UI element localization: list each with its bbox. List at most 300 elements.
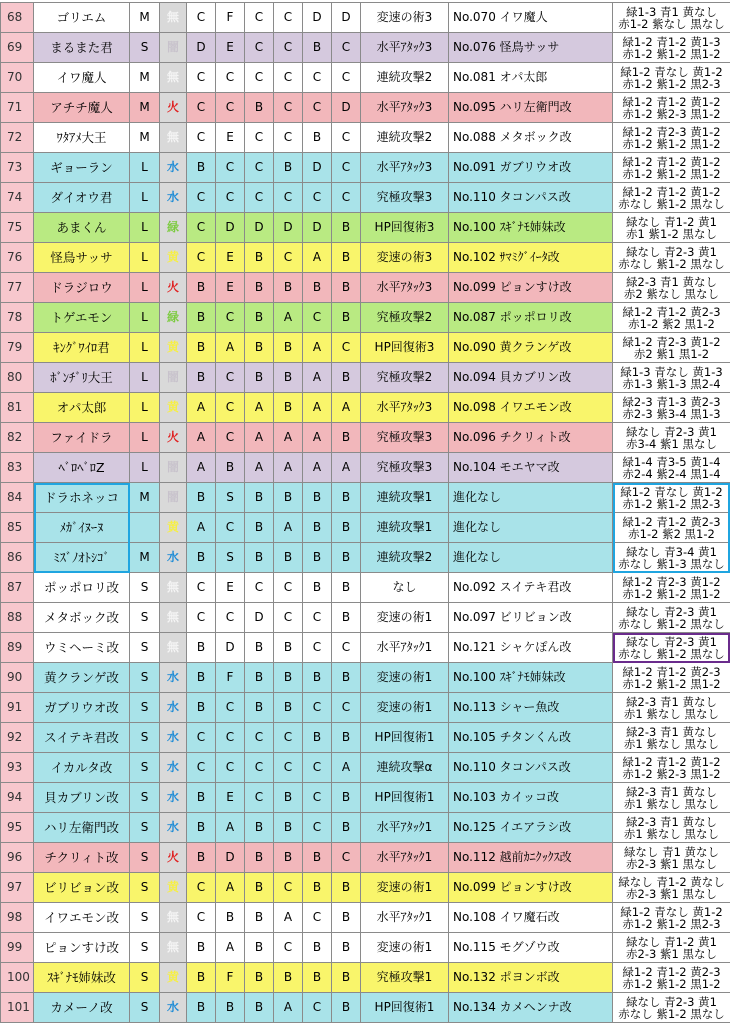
table-row bbox=[1, 573, 730, 603]
evolution-cell: No.081 オパ太郎 bbox=[449, 63, 613, 93]
element-cell: 闇 bbox=[160, 483, 187, 513]
rank-cell: B bbox=[303, 873, 332, 903]
size-cell: L bbox=[130, 303, 160, 333]
rank-cell: B bbox=[332, 963, 361, 993]
rank-cell: B bbox=[303, 663, 332, 693]
monster-name-cell: あまくん bbox=[34, 213, 130, 243]
row-number-cell: 73 bbox=[1, 153, 34, 183]
skill-cell: HP回復術1 bbox=[361, 993, 449, 1023]
rank-cell: B bbox=[245, 813, 274, 843]
rank-cell: C bbox=[187, 753, 216, 783]
rank-cell: D bbox=[332, 93, 361, 123]
table-row bbox=[1, 753, 730, 783]
attribute-line: 赤1 紫なし 黒なし bbox=[623, 706, 720, 721]
attribute-line: 緑1-2 青なし 黄1-2 bbox=[620, 64, 723, 79]
rank-cell: B bbox=[332, 933, 361, 963]
size-cell: M bbox=[130, 543, 160, 573]
attribute-line: 緑なし 青2-3 黄1 bbox=[626, 244, 717, 259]
rank-cell: A bbox=[216, 933, 245, 963]
row-number-cell: 96 bbox=[1, 843, 34, 873]
rank-cell: C bbox=[303, 603, 332, 633]
monster-name-cell: ピョンすけ改 bbox=[34, 933, 130, 963]
attribute-line: 赤なし 紫1-3 黒なし bbox=[618, 556, 725, 571]
rank-cell: C bbox=[332, 33, 361, 63]
rank-cell: C bbox=[187, 903, 216, 933]
attribute-line: 緑なし 青1-2 黄1 bbox=[626, 214, 717, 229]
monster-name-cell: ﾍﾞﾛﾍﾞﾛZ bbox=[34, 453, 130, 483]
rank-cell: C bbox=[274, 873, 303, 903]
rank-cell: F bbox=[216, 3, 245, 33]
rank-cell: B bbox=[274, 393, 303, 423]
rank-cell: B bbox=[245, 93, 274, 123]
table-row bbox=[1, 633, 730, 663]
table-row bbox=[1, 393, 730, 423]
element-cell: 闇 bbox=[160, 453, 187, 483]
attribute-line: 赤1 紫なし 黒なし bbox=[623, 826, 720, 841]
rank-cell: B bbox=[332, 543, 361, 573]
size-cell: S bbox=[130, 963, 160, 993]
evolution-cell: No.134 カメヘンナ改 bbox=[449, 993, 613, 1023]
rank-cell: C bbox=[303, 63, 332, 93]
rank-cell: C bbox=[187, 723, 216, 753]
evolution-cell: No.104 モエヤマ改 bbox=[449, 453, 613, 483]
element-cell: 火 bbox=[160, 423, 187, 453]
attribute-line: 赤1-2 紫1-2 黒2-3 bbox=[622, 496, 721, 511]
row-number-cell: 72 bbox=[1, 123, 34, 153]
rank-cell: A bbox=[187, 393, 216, 423]
element-cell: 黄 bbox=[160, 243, 187, 273]
rank-cell: C bbox=[245, 573, 274, 603]
attribute-cell bbox=[613, 993, 730, 1023]
row-number-cell: 80 bbox=[1, 363, 34, 393]
rank-cell: C bbox=[216, 393, 245, 423]
monster-name-cell: まるまた君 bbox=[34, 33, 130, 63]
rank-cell: C bbox=[332, 843, 361, 873]
rank-cell: D bbox=[216, 213, 245, 243]
attribute-cell bbox=[613, 783, 730, 813]
row-number-cell: 100 bbox=[1, 963, 34, 993]
evolution-cell: No.102 ｻﾏﾐｸﾞｲｰﾀ改 bbox=[449, 243, 613, 273]
table-row bbox=[1, 183, 730, 213]
size-cell: L bbox=[130, 273, 160, 303]
size-cell: S bbox=[130, 813, 160, 843]
attribute-cell bbox=[613, 723, 730, 753]
rank-cell: A bbox=[245, 453, 274, 483]
rank-cell: A bbox=[303, 333, 332, 363]
size-cell: S bbox=[130, 753, 160, 783]
rank-cell: B bbox=[274, 153, 303, 183]
rank-cell: B bbox=[303, 273, 332, 303]
rank-cell: B bbox=[332, 603, 361, 633]
attribute-line: 緑2-3 青1 黄なし bbox=[626, 694, 717, 709]
size-cell: L bbox=[130, 453, 160, 483]
row-number-cell: 82 bbox=[1, 423, 34, 453]
rank-cell: B bbox=[216, 993, 245, 1023]
evolution-cell: No.110 タコンパス改 bbox=[449, 753, 613, 783]
rank-cell: B bbox=[274, 333, 303, 363]
attribute-line: 赤2-3 紫1 黒なし bbox=[626, 886, 717, 901]
rank-cell: C bbox=[332, 123, 361, 153]
rank-cell: C bbox=[274, 3, 303, 33]
skill-cell: 変速の術3 bbox=[361, 243, 449, 273]
rank-cell: B bbox=[332, 363, 361, 393]
rank-cell: B bbox=[332, 873, 361, 903]
rank-cell: B bbox=[274, 663, 303, 693]
rank-cell: B bbox=[245, 963, 274, 993]
evolution-cell: No.096 チクリィト改 bbox=[449, 423, 613, 453]
rank-cell: B bbox=[303, 843, 332, 873]
skill-cell: 連続攻撃2 bbox=[361, 543, 449, 573]
rank-cell: B bbox=[187, 813, 216, 843]
rank-cell: F bbox=[216, 963, 245, 993]
table-row bbox=[1, 963, 730, 993]
rank-cell: C bbox=[245, 723, 274, 753]
size-cell: L bbox=[130, 243, 160, 273]
rank-cell: B bbox=[187, 693, 216, 723]
table-row bbox=[1, 3, 730, 33]
rank-cell: B bbox=[274, 813, 303, 843]
size-cell: L bbox=[130, 183, 160, 213]
attribute-line: 緑2-3 青1 黄なし bbox=[626, 274, 717, 289]
attribute-cell bbox=[613, 453, 730, 483]
evolution-cell: No.094 貝カブリン改 bbox=[449, 363, 613, 393]
rank-cell: A bbox=[216, 813, 245, 843]
attribute-cell bbox=[613, 363, 730, 393]
rank-cell: C bbox=[332, 183, 361, 213]
rank-cell: E bbox=[216, 573, 245, 603]
monster-name-cell: カメーノ改 bbox=[34, 993, 130, 1023]
attribute-line: 緑1-2 青1-2 黄2-3 bbox=[622, 304, 721, 319]
size-cell: S bbox=[130, 783, 160, 813]
monster-name-cell: ゴリエム bbox=[34, 3, 130, 33]
rank-cell: B bbox=[274, 273, 303, 303]
monster-name-cell: ダイオウ君 bbox=[34, 183, 130, 213]
skill-cell: 連続攻撃α bbox=[361, 753, 449, 783]
attribute-cell bbox=[613, 633, 730, 663]
rank-cell: B bbox=[245, 933, 274, 963]
rank-cell: A bbox=[332, 753, 361, 783]
monster-name-cell: ファイドラ bbox=[34, 423, 130, 453]
attribute-cell bbox=[613, 303, 730, 333]
rank-cell: B bbox=[332, 813, 361, 843]
attribute-cell bbox=[613, 33, 730, 63]
table-row bbox=[1, 333, 730, 363]
attribute-line: 緑なし 青1 黄なし bbox=[623, 844, 720, 859]
table-row bbox=[1, 213, 730, 243]
attribute-line: 赤1-2 紫1-2 黒1-2 bbox=[622, 46, 721, 61]
table-row bbox=[1, 243, 730, 273]
rank-cell: B bbox=[332, 663, 361, 693]
rank-cell: B bbox=[274, 693, 303, 723]
element-cell: 黄 bbox=[160, 513, 187, 543]
rank-cell: B bbox=[245, 843, 274, 873]
evolution-cell: No.110 タコンパス改 bbox=[449, 183, 613, 213]
skill-cell: 変速の術1 bbox=[361, 873, 449, 903]
attribute-line: 赤なし 紫1-2 黒なし bbox=[618, 616, 725, 631]
rank-cell: B bbox=[245, 513, 274, 543]
element-cell: 緑 bbox=[160, 303, 187, 333]
table-row bbox=[1, 693, 730, 723]
evolution-cell: No.091 ガブリウオ改 bbox=[449, 153, 613, 183]
attribute-cell bbox=[613, 243, 730, 273]
rank-cell: C bbox=[216, 63, 245, 93]
rank-cell: A bbox=[187, 453, 216, 483]
rank-cell: B bbox=[303, 513, 332, 543]
rank-cell: C bbox=[216, 693, 245, 723]
rank-cell: A bbox=[187, 423, 216, 453]
attribute-cell bbox=[613, 903, 730, 933]
attribute-line: 赤3-4 紫1 黒なし bbox=[626, 436, 717, 451]
skill-cell: 変速の術1 bbox=[361, 663, 449, 693]
rank-cell: C bbox=[187, 603, 216, 633]
element-cell: 火 bbox=[160, 93, 187, 123]
attribute-line: 赤なし 紫1-2 黒なし bbox=[618, 646, 725, 661]
rank-cell: B bbox=[245, 483, 274, 513]
row-number-cell: 81 bbox=[1, 393, 34, 423]
skill-cell: 究極攻撃2 bbox=[361, 303, 449, 333]
rank-cell: C bbox=[274, 33, 303, 63]
rank-cell: C bbox=[216, 723, 245, 753]
size-cell: M bbox=[130, 3, 160, 33]
size-cell: L bbox=[130, 213, 160, 243]
rank-cell: B bbox=[303, 543, 332, 573]
attribute-cell bbox=[613, 603, 730, 633]
rank-cell: B bbox=[332, 513, 361, 543]
table-row bbox=[1, 813, 730, 843]
row-number-cell: 94 bbox=[1, 783, 34, 813]
attribute-cell bbox=[613, 393, 730, 423]
element-cell: 水 bbox=[160, 723, 187, 753]
attribute-line: 緑2-3 青1 黄なし bbox=[626, 814, 717, 829]
rank-cell: C bbox=[274, 123, 303, 153]
rank-cell: B bbox=[332, 483, 361, 513]
table-row bbox=[1, 663, 730, 693]
rank-cell: C bbox=[274, 573, 303, 603]
rank-cell: C bbox=[187, 123, 216, 153]
element-cell: 水 bbox=[160, 753, 187, 783]
skill-cell: 連続攻撃1 bbox=[361, 483, 449, 513]
rank-cell: C bbox=[332, 633, 361, 663]
row-number-cell: 95 bbox=[1, 813, 34, 843]
rank-cell: B bbox=[187, 663, 216, 693]
attribute-line: 緑なし 青1-2 黄なし bbox=[618, 874, 725, 889]
skill-cell: 水平ｱﾀｯｸ1 bbox=[361, 813, 449, 843]
table-row bbox=[1, 423, 730, 453]
attribute-cell bbox=[613, 573, 730, 603]
element-cell: 水 bbox=[160, 543, 187, 573]
rank-cell: C bbox=[216, 183, 245, 213]
evolution-cell: No.112 越前ｶﾆｸｯｸｽ改 bbox=[449, 843, 613, 873]
element-cell: 火 bbox=[160, 273, 187, 303]
rank-cell: C bbox=[245, 753, 274, 783]
element-cell: 水 bbox=[160, 663, 187, 693]
rank-cell: B bbox=[332, 723, 361, 753]
rank-cell: C bbox=[274, 63, 303, 93]
skill-cell: 連続攻撃1 bbox=[361, 513, 449, 543]
table-row bbox=[1, 513, 730, 543]
rank-cell: C bbox=[216, 303, 245, 333]
attribute-cell bbox=[613, 123, 730, 153]
rank-cell: A bbox=[274, 513, 303, 543]
skill-cell: HP回復術3 bbox=[361, 213, 449, 243]
size-cell: S bbox=[130, 663, 160, 693]
evolution-cell: No.100 ｽｷﾞﾅﾓ姉妹改 bbox=[449, 663, 613, 693]
rank-cell: C bbox=[245, 183, 274, 213]
rank-cell: B bbox=[187, 843, 216, 873]
rank-cell: C bbox=[274, 603, 303, 633]
monster-name-cell: 貝カブリン改 bbox=[34, 783, 130, 813]
attribute-line: 緑なし 青3-4 黄1 bbox=[626, 544, 717, 559]
size-cell: S bbox=[130, 603, 160, 633]
rank-cell: B bbox=[274, 783, 303, 813]
evolution-cell: No.132 ポヨンボ改 bbox=[449, 963, 613, 993]
rank-cell: C bbox=[274, 183, 303, 213]
rank-cell: B bbox=[332, 303, 361, 333]
rank-cell: B bbox=[187, 483, 216, 513]
attribute-line: 緑なし 青1-2 黄1 bbox=[626, 934, 717, 949]
attribute-line: 緑1-2 青1-2 黄2-3 bbox=[622, 514, 721, 529]
monster-name-cell: ウミヘーミ改 bbox=[34, 633, 130, 663]
attribute-cell bbox=[613, 153, 730, 183]
rank-cell: A bbox=[187, 513, 216, 543]
rank-cell: S bbox=[216, 483, 245, 513]
rank-cell: B bbox=[303, 933, 332, 963]
rank-cell: C bbox=[332, 153, 361, 183]
attribute-line: 赤1-2 紫1-2 黒2-3 bbox=[622, 916, 721, 931]
monster-name-cell: トゲエモン bbox=[34, 303, 130, 333]
size-cell: S bbox=[130, 903, 160, 933]
monster-name-cell: ポッポロリ改 bbox=[34, 573, 130, 603]
attribute-line: 緑1-2 青なし 黄1-2 bbox=[620, 484, 723, 499]
monster-name-cell: スイテキ君改 bbox=[34, 723, 130, 753]
skill-cell: 変速の術1 bbox=[361, 693, 449, 723]
table-row bbox=[1, 363, 730, 393]
evolution-cell: No.098 イワエモン改 bbox=[449, 393, 613, 423]
attribute-cell bbox=[613, 753, 730, 783]
attribute-line: 赤1-3 紫1-3 黒2-4 bbox=[622, 376, 721, 391]
table-row bbox=[1, 63, 730, 93]
rank-cell: B bbox=[187, 153, 216, 183]
rank-cell: C bbox=[187, 63, 216, 93]
attribute-cell bbox=[613, 3, 730, 33]
rank-cell: C bbox=[216, 423, 245, 453]
monster-name-cell: アチチ魔人 bbox=[34, 93, 130, 123]
table-row bbox=[1, 153, 730, 183]
skill-cell: 水平ｱﾀｯｸ3 bbox=[361, 153, 449, 183]
size-cell: S bbox=[130, 723, 160, 753]
attribute-line: 緑なし 青2-3 黄1 bbox=[626, 424, 717, 439]
rank-cell: A bbox=[274, 903, 303, 933]
rank-cell: B bbox=[245, 333, 274, 363]
attribute-cell bbox=[613, 423, 730, 453]
element-cell: 緑 bbox=[160, 213, 187, 243]
row-number-cell: 101 bbox=[1, 993, 34, 1023]
attribute-line: 緑なし 青2-3 黄1 bbox=[626, 604, 717, 619]
attribute-line: 赤1 紫なし 黒なし bbox=[623, 736, 720, 751]
size-cell: S bbox=[130, 633, 160, 663]
skill-cell: 水平ｱﾀｯｸ3 bbox=[361, 273, 449, 303]
row-number-cell: 84 bbox=[1, 483, 34, 513]
monster-name-cell: ﾒｶﾞｲﾇｰﾇ bbox=[34, 513, 130, 543]
skill-cell: 究極攻撃1 bbox=[361, 963, 449, 993]
evolution-cell: No.113 シャー魚改 bbox=[449, 693, 613, 723]
rank-cell: B bbox=[274, 543, 303, 573]
rank-cell: B bbox=[332, 903, 361, 933]
table-row bbox=[1, 783, 730, 813]
skill-cell: 水平ｱﾀｯｸ3 bbox=[361, 93, 449, 123]
rank-cell: A bbox=[274, 423, 303, 453]
attribute-line: 赤なし 紫1-2 黒なし bbox=[618, 196, 725, 211]
size-cell: S bbox=[130, 573, 160, 603]
row-number-cell: 98 bbox=[1, 903, 34, 933]
rank-cell: B bbox=[332, 783, 361, 813]
attribute-line: 赤1-2 紫1-2 黒1-2 bbox=[622, 676, 721, 691]
element-cell: 無 bbox=[160, 903, 187, 933]
rank-cell: C bbox=[332, 333, 361, 363]
attribute-line: 赤1-2 紫1-2 黒1-2 bbox=[622, 976, 721, 991]
row-number-cell: 92 bbox=[1, 723, 34, 753]
monster-name-cell: ドラジロウ bbox=[34, 273, 130, 303]
skill-cell: 変速の術3 bbox=[361, 3, 449, 33]
evolution-cell: No.103 カイッコ改 bbox=[449, 783, 613, 813]
monster-name-cell: イワ魔人 bbox=[34, 63, 130, 93]
element-cell: 黄 bbox=[160, 333, 187, 363]
rank-cell: B bbox=[303, 33, 332, 63]
table-row bbox=[1, 873, 730, 903]
rank-cell: B bbox=[187, 543, 216, 573]
monster-name-cell: イワエモン改 bbox=[34, 903, 130, 933]
element-cell: 闇 bbox=[160, 33, 187, 63]
skill-cell: HP回復術3 bbox=[361, 333, 449, 363]
element-cell: 無 bbox=[160, 603, 187, 633]
evolution-cell: No.115 モグゾウ改 bbox=[449, 933, 613, 963]
rank-cell: C bbox=[187, 183, 216, 213]
rank-cell: D bbox=[274, 213, 303, 243]
rank-cell: B bbox=[245, 243, 274, 273]
rank-cell: A bbox=[303, 423, 332, 453]
rank-cell: B bbox=[187, 993, 216, 1023]
row-number-cell: 93 bbox=[1, 753, 34, 783]
element-cell: 無 bbox=[160, 933, 187, 963]
element-cell: 水 bbox=[160, 153, 187, 183]
rank-cell: B bbox=[274, 843, 303, 873]
rank-cell: C bbox=[187, 3, 216, 33]
evolution-cell: No.099 ピョンすけ改 bbox=[449, 273, 613, 303]
rank-cell: B bbox=[245, 363, 274, 393]
rank-cell: B bbox=[274, 483, 303, 513]
rank-cell: B bbox=[274, 633, 303, 663]
attribute-line: 赤2-4 紫2-4 黒1-4 bbox=[622, 466, 721, 481]
monster-name-cell: オパ太郎 bbox=[34, 393, 130, 423]
attribute-line: 緑なし 青2-3 黄1 bbox=[626, 634, 717, 649]
rank-cell: C bbox=[216, 93, 245, 123]
rank-cell: C bbox=[216, 753, 245, 783]
rank-cell: D bbox=[245, 213, 274, 243]
element-cell: 黄 bbox=[160, 873, 187, 903]
attribute-line: 緑1-2 青1-2 黄1-2 bbox=[622, 754, 721, 769]
rank-cell: B bbox=[187, 363, 216, 393]
attribute-line: 赤1-2 紫1-2 黒1-2 bbox=[622, 586, 721, 601]
element-cell: 水 bbox=[160, 783, 187, 813]
evolution-cell: No.100 ｽｷﾞﾅﾓ姉妹改 bbox=[449, 213, 613, 243]
row-number-cell: 87 bbox=[1, 573, 34, 603]
evolution-cell: No.105 チタンくん改 bbox=[449, 723, 613, 753]
evolution-cell: 進化なし bbox=[449, 513, 613, 543]
monster-table bbox=[0, 2, 730, 1023]
rank-cell: A bbox=[274, 993, 303, 1023]
attribute-line: 緑1-3 青1 黄なし bbox=[626, 4, 717, 19]
rank-cell: A bbox=[216, 873, 245, 903]
